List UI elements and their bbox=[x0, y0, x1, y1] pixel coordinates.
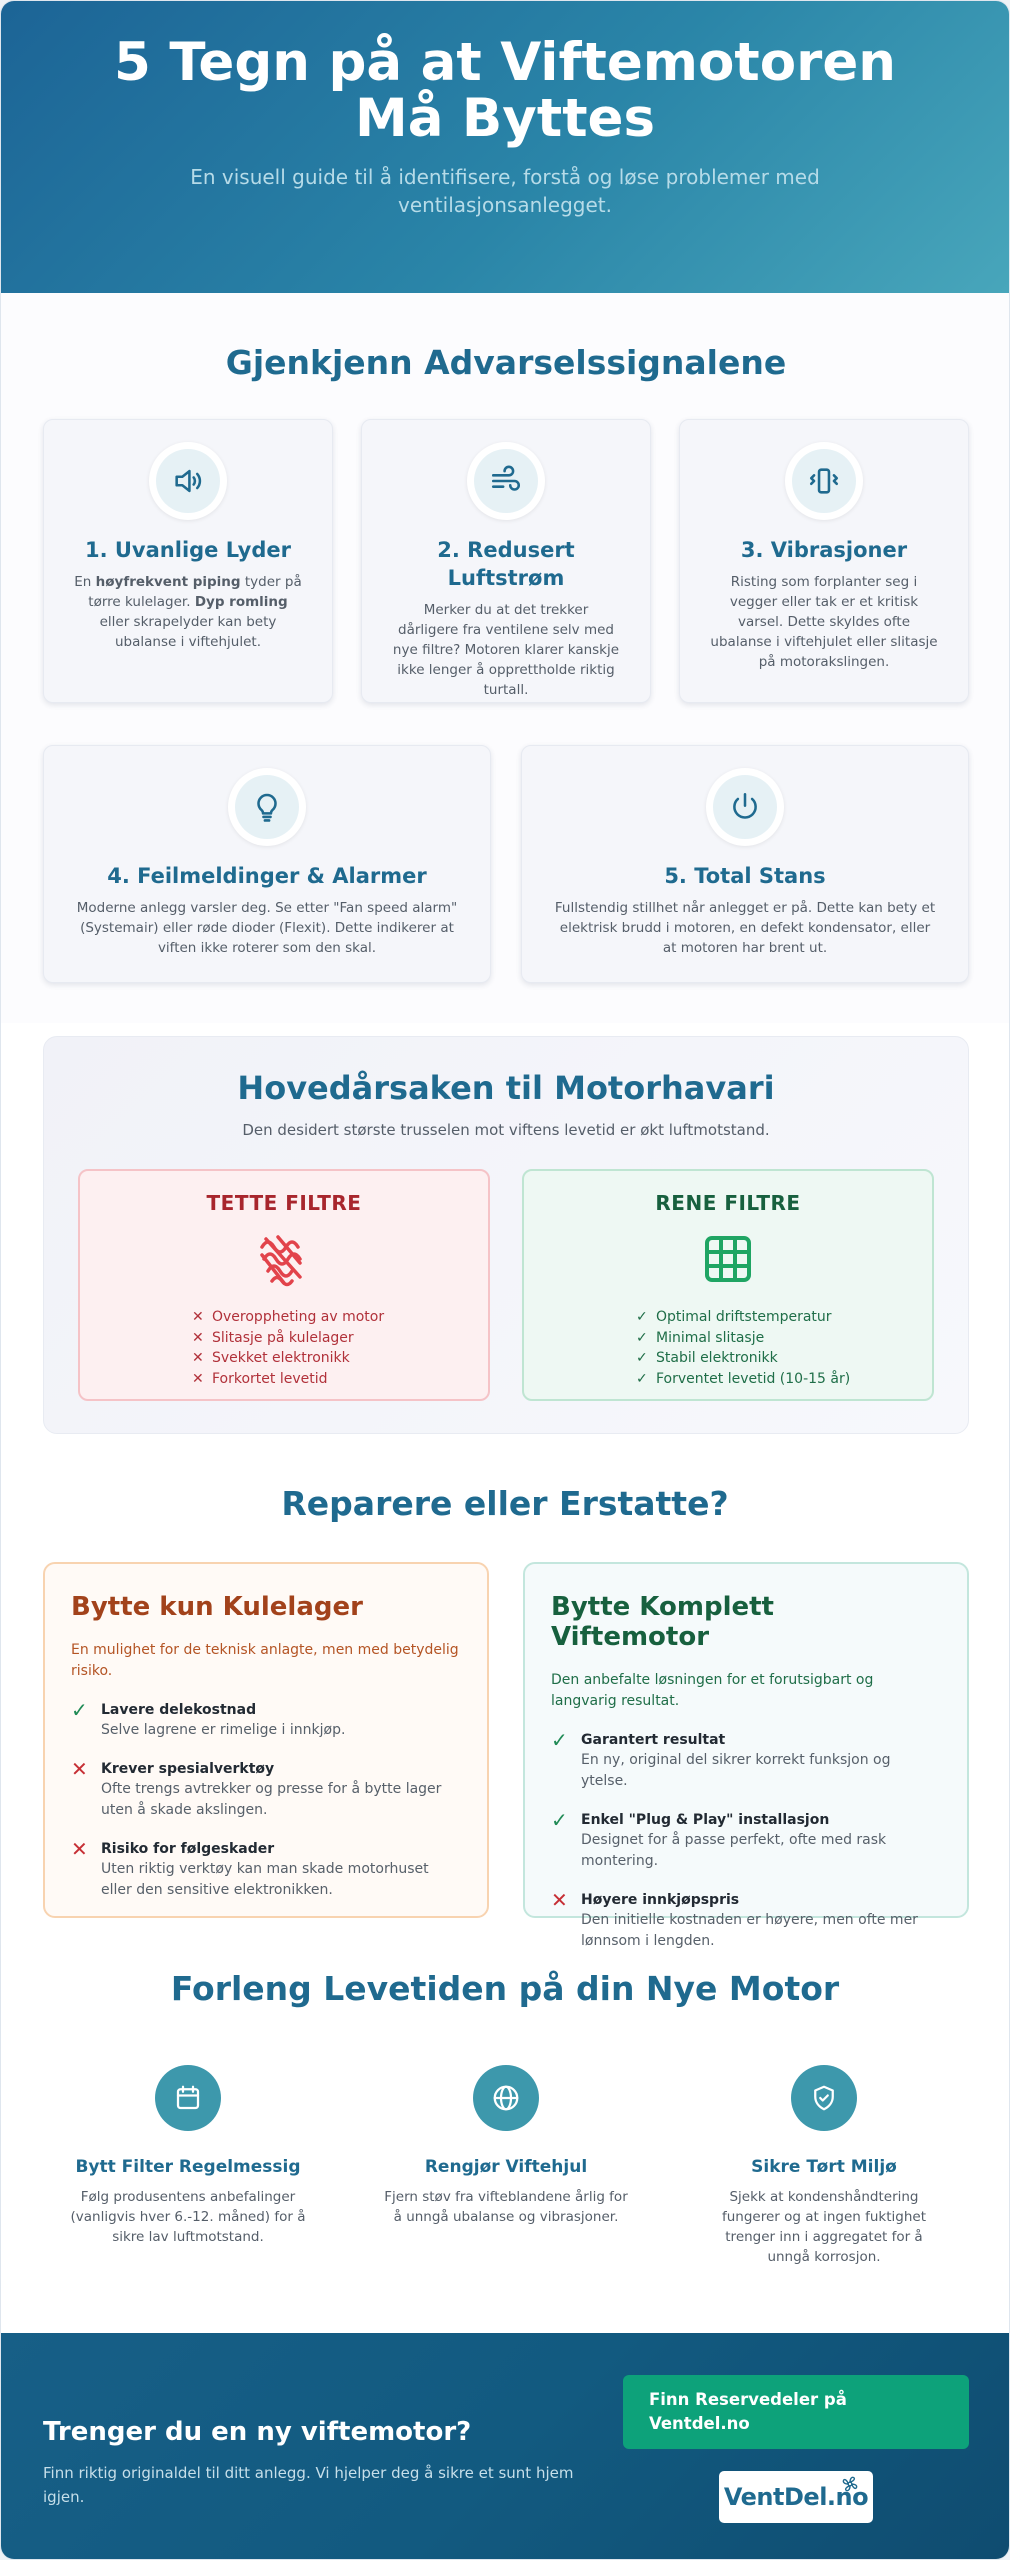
list-item: ✕ Overoppheting av motor bbox=[192, 1309, 385, 1325]
con-item: ✕ Høyere innkjøpspris Den initielle kostnaden er høyere, men ofte mer lønnsom i lengden. bbox=[551, 1888, 918, 1949]
clogged-filters-box bbox=[78, 1169, 490, 1401]
list-item: ✓ Forventet levetid (10-15 år) bbox=[636, 1370, 851, 1387]
cross-icon: ✕ bbox=[551, 1888, 568, 1912]
list-item: ✓ Minimal slitasje bbox=[636, 1329, 765, 1346]
section-title-tips: Forleng Levetiden på din Nye Motor bbox=[170, 1969, 840, 2008]
option-title: Bytte Komplett Viftemotor bbox=[551, 1592, 774, 1652]
sign-text: Fullstendig stillhet når anlegget er på. Dette kan bety et elektrisk brudd i motoren, en defekt kondensator, eller at motoren har brent ut. bbox=[554, 900, 936, 956]
tip-dry-environment bbox=[674, 2065, 974, 2267]
clean-filters-box bbox=[522, 1169, 934, 1401]
clean-filters-title: RENE FILTRE bbox=[655, 1191, 801, 1215]
list-item: ✕ Svekket elektronikk bbox=[192, 1350, 350, 1366]
section-title-signs: Gjenkjenn Advarselssignalene bbox=[225, 343, 787, 382]
sign-text: Risting som forplanter seg i vegger eller tak er et kritisk varsel. Dette skyldes ofte ubalanse i viftehjulet eller slitasje på motorakslingen. bbox=[710, 574, 938, 670]
tip-text: Følg produsentens anbefalinger (vanligvis hver 6.-12. måned) for å sikre lav luftmotstand. bbox=[70, 2189, 306, 2245]
cross-icon: ✕ bbox=[71, 1757, 88, 1781]
option-lead: En mulighet for de teknisk anlagte, men med betydelig risiko. bbox=[71, 1642, 459, 1679]
clogged-filters-title: TETTE FILTRE bbox=[206, 1191, 362, 1215]
sign-text: Moderne anlegg varsler deg. Se etter "Fan speed alarm" (Systemair) eller røde dioder (Flexit). Dette indikerer at viften ikke roterer som den skal. bbox=[76, 900, 458, 956]
tip-title: Rengjør Viftehjul bbox=[424, 2157, 588, 2177]
power-icon bbox=[728, 790, 762, 824]
check-icon: ✓ bbox=[551, 1728, 568, 1752]
sign-title: 4. Feilmeldinger & Alarmer bbox=[107, 864, 427, 888]
check-icon: ✓ bbox=[71, 1698, 88, 1722]
hero-banner bbox=[1, 1, 1009, 293]
list-item: ✓ Stabil elektronikk bbox=[636, 1350, 778, 1366]
clogged-filters-list bbox=[192, 1307, 488, 1389]
option-lead: Den anbefalte løsningen for et forutsigbart og langvarig resultat. bbox=[551, 1672, 874, 1709]
warning-signs-section bbox=[1, 293, 1010, 1023]
pro-item: ✓ Enkel "Plug & Play" installasjon Designet for å passe perfekt, ofte med rask montering. bbox=[551, 1808, 887, 1869]
sign-card-noise bbox=[43, 419, 333, 703]
pro-item: ✓ Lavere delekostnad Selve lagrene er rimelige i innkjøp. bbox=[71, 1698, 346, 1738]
wind-icon bbox=[489, 464, 523, 498]
footer-cta-section bbox=[1, 2333, 1010, 2560]
sign-text: En høyfrekvent piping tyder på tørre kulelager. Dyp romling eller skrapelyder kan bety ubalanse i viftehjulet. bbox=[74, 574, 302, 650]
tip-text: Fjern støv fra vifteblandene årlig for å unngå ubalanse og vibrasjoner. bbox=[384, 2189, 628, 2225]
clean-filters-list bbox=[636, 1307, 932, 1389]
list-item: ✕ Forkortet levetid bbox=[192, 1370, 328, 1387]
globe-icon bbox=[491, 2083, 521, 2113]
pro-item: ✓ Garantert resultat En ny, original del sikrer korrekt funksjon og ytelse. bbox=[551, 1728, 891, 1789]
calendar-icon bbox=[173, 2083, 203, 2113]
tip-clean-wheel bbox=[356, 2065, 656, 2227]
option-full-motor-card bbox=[523, 1562, 969, 1949]
sign-card-stop bbox=[521, 745, 969, 983]
cross-icon: ✕ bbox=[71, 1837, 88, 1861]
sign-title: 2. Redusert Luftstrøm bbox=[437, 538, 575, 590]
clean-filter-icon bbox=[698, 1229, 758, 1289]
lightbulb-icon bbox=[250, 790, 284, 824]
footer-text: Finn riktig originaldel til ditt anlegg. Vi hjelper deg å sikre et sunt hjem igjen. bbox=[43, 2464, 574, 2506]
cause-subtitle: Den desidert største trusselen mot viftens levetid er økt luftmotstand. bbox=[242, 1121, 770, 1139]
sign-title: 5. Total Stans bbox=[664, 864, 826, 888]
tip-filter bbox=[38, 2065, 338, 2247]
section-title-cause: Hovedårsaken til Motorhavari bbox=[237, 1069, 775, 1107]
list-item: ✕ Slitasje på kulelager bbox=[192, 1329, 354, 1346]
vibration-icon bbox=[807, 464, 841, 498]
tip-text: Sjekk at kondenshåndtering fungerer og at ingen fuktighet trenger inn i aggregatet for å unngå korrosjon. bbox=[721, 2189, 927, 2265]
sign-card-vibration bbox=[679, 419, 969, 703]
page-subtitle: En visuell guide til å identifisere, forstå og løse problemer med ventilasjonsanlegget. bbox=[190, 165, 820, 217]
shield-icon bbox=[809, 2083, 839, 2113]
con-item: ✕ Risiko for følgeskader Uten riktig verktøy kan man skade motorhuset eller den sensitive elektronikken. bbox=[71, 1837, 429, 1898]
sign-text: Merker du at det trekker dårligere fra ventilene selv med nye filtre? Motoren klarer kanskje ikke lenger å opprettholde riktig turtall. bbox=[392, 602, 620, 698]
sign-title: 3. Vibrasjoner bbox=[740, 538, 908, 562]
section-title-repair: Reparere eller Erstatte? bbox=[281, 1484, 729, 1523]
logo-fan-icon bbox=[839, 2473, 861, 2495]
option-title: Bytte kun Kulelager bbox=[71, 1592, 363, 1622]
tip-title: Sikre Tørt Miljø bbox=[751, 2157, 897, 2177]
sign-title: 1. Uvanlige Lyder bbox=[84, 538, 292, 562]
option-bearings-card bbox=[43, 1562, 489, 1918]
find-parts-button[interactable]: Finn Reservedeler på Ventdel.no bbox=[623, 2375, 969, 2449]
con-item: ✕ Krever spesialverktøy Ofte trengs avtrekker og presse for å bytte lager uten å skade akslingen. bbox=[71, 1757, 442, 1818]
sign-card-airflow bbox=[361, 419, 651, 703]
list-item: ✓ Optimal driftstemperatur bbox=[636, 1309, 832, 1325]
speaker-icon bbox=[171, 464, 205, 498]
main-cause-section bbox=[43, 1036, 969, 1434]
ventdel-logo[interactable]: VentDel.no bbox=[719, 2471, 873, 2523]
footer-title: Trenger du en ny viftemotor? bbox=[43, 2417, 472, 2447]
sign-card-alarms bbox=[43, 745, 491, 983]
tip-title: Bytt Filter Regelmessig bbox=[75, 2157, 301, 2177]
clogged-filter-icon bbox=[254, 1229, 314, 1289]
check-icon: ✓ bbox=[551, 1808, 568, 1832]
page-title: 5 Tegn på at Viftemotoren Må Byttes bbox=[113, 32, 896, 149]
